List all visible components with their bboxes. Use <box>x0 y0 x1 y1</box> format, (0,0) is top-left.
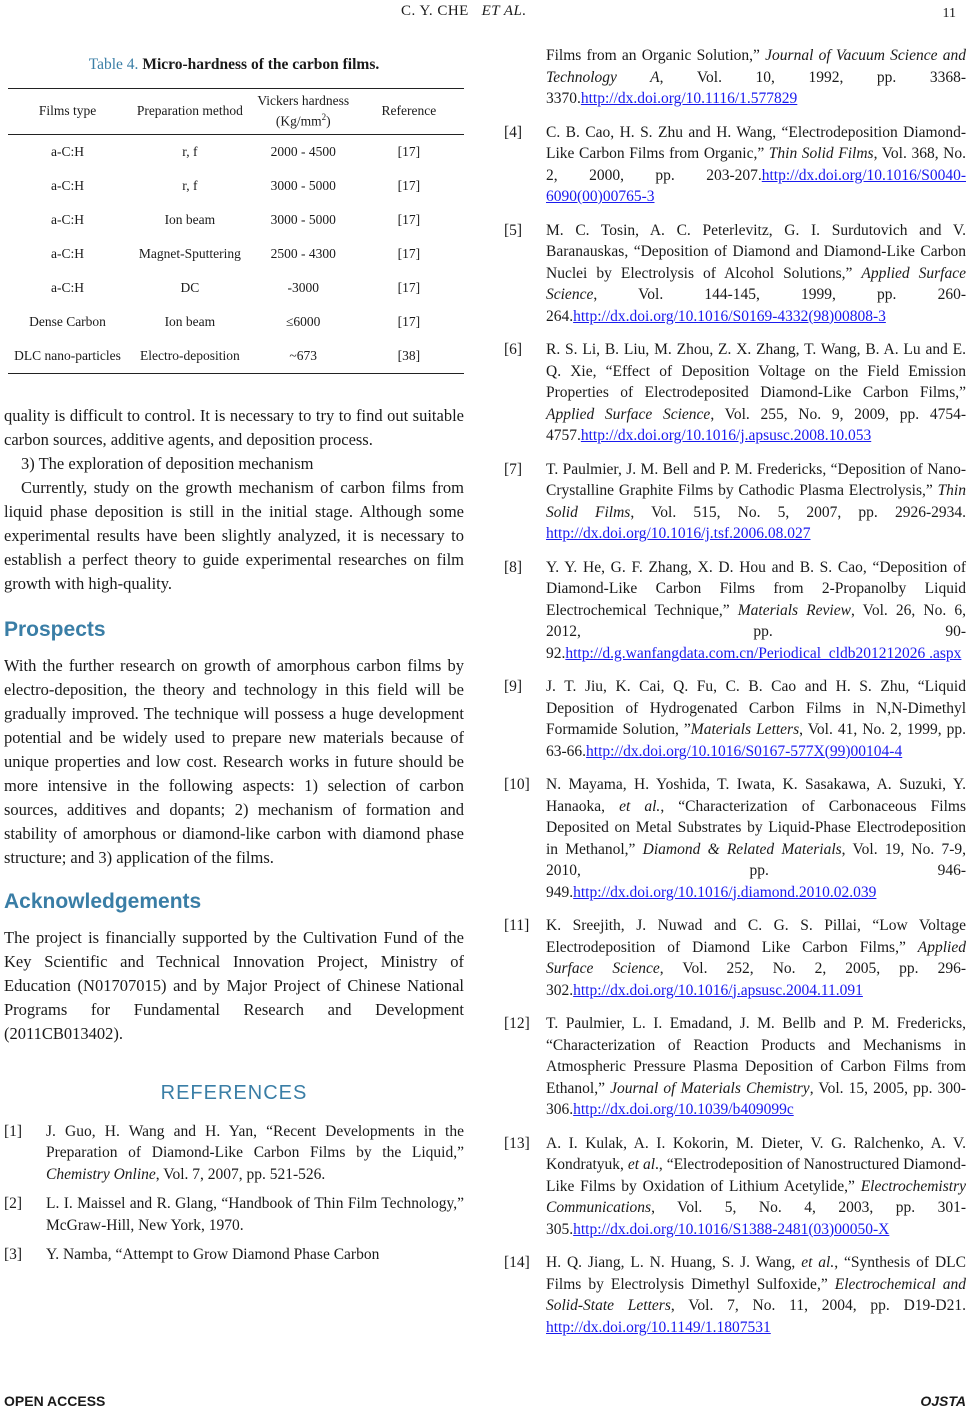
reference-entry <box>504 459 966 545</box>
reference-details: , Vol. 26, No. 6, 2012, pp. 90-92. <box>546 601 967 662</box>
reference-journal: Electrochemistry Communications <box>546 1177 966 1216</box>
reference-text <box>546 1133 966 1241</box>
reference-number: [11] <box>504 917 530 934</box>
reference-citation: R. S. Li, B. Liu, M. Zhou, Z. X. Zhang, T. Wang, B. A. Lu and E. Q. Xie, “Effect of Deposition Voltage on the Field Emission Properties of Electrodeposited Diamond-Like Carbon Films,” <box>546 341 966 401</box>
table-body <box>8 134 464 373</box>
table-cell: [17] <box>397 314 421 329</box>
reference-list-right <box>504 45 966 1338</box>
doi-link[interactable]: http://dx.doi.org/10.1016/S0040-6090(00)00765-3 <box>546 166 966 205</box>
reference-entry <box>4 1121 464 1186</box>
hardness-table <box>8 88 464 374</box>
table-cell: a-C:H <box>51 280 84 295</box>
table-cell: a-C:H <box>51 212 84 227</box>
table-cell: 2000 - 4500 <box>270 144 336 159</box>
hardness-unit-exponent: 2 <box>321 112 327 122</box>
reference-entry <box>504 676 966 762</box>
reference-citation: K. Sreejith, J. Nuwad and C. G. S. Pillai, “Low Voltage Electrodeposition of Diamond Like Carbon Films,” <box>546 917 966 956</box>
reference-text <box>46 1244 464 1266</box>
table-row <box>8 203 464 237</box>
reference-details: , Vol. 5, No. 4, 2003, pp. 301-305. <box>546 1199 966 1238</box>
reference-text <box>546 774 966 903</box>
reference-citation: N. Mayama, H. Yoshida, T. Iwata, K. Sasakawa, A. Suzuki, Y. Hanaoka, <box>546 776 966 815</box>
doi-link[interactable]: http://dx.doi.org/10.1016/j.tsf.2006.08.027 <box>546 525 811 542</box>
section-heading-prospects: Prospects <box>4 617 106 641</box>
paragraph: With the further research on growth of amorphous carbon films by electro-deposition, the theory and technology in this field will be gradually improved. The technique will possess a huge development potential and be widely used to prepare new materials because of unique properties and low cost. Research works in future should be more intensive in the following aspects: 1) selection of carbon sources, additives and dopants; 2) mechanism of formation and stability of amorphous or diamond-like carbon with diamond phase structure; and 3) application of the films. <box>4 655 464 867</box>
table-caption <box>4 56 464 74</box>
table-row <box>8 169 464 203</box>
table-cell: r, f <box>182 178 198 193</box>
reference-details: , Vol. 19, No. 7-9, 2010, pp. 946-949. <box>546 840 966 901</box>
table-cell: Dense Carbon <box>29 314 106 329</box>
reference-text <box>546 459 966 545</box>
reference-number: [10] <box>504 776 530 793</box>
table-cell: [38] <box>354 339 464 374</box>
reference-citation: Films from an Organic Solution,” <box>546 47 766 64</box>
reference-text <box>546 1252 966 1338</box>
doi-link[interactable]: http://d.g.wanfangdata.com.cn/Periodical_cldb201212026 .aspx <box>565 644 962 662</box>
reference-details: , Vol. 255, No. 9, 2009, pp. 4754-4757. <box>546 405 966 444</box>
paragraph: quality is difficult to control. It is necessary to try to find out suitable carbon sources, additive agents, and deposition process. <box>4 405 464 449</box>
table-cell: Ion beam <box>164 212 216 227</box>
reference-journal: Materials Review <box>737 601 851 619</box>
reference-citation: J. T. Jiu, K. Cai, Q. Fu, C. B. Cao and H. S. Zhu, “Liquid Deposition of Hydrogenated Carbon Films in N,N-Dimethyl Formamide Solution, ” <box>546 678 966 738</box>
reference-number: [13] <box>504 1134 530 1152</box>
reference-number: [9] <box>504 678 523 695</box>
reference-citation: H. Q. Jiang, L. N. Huang, S. J. Wang, <box>546 1254 802 1271</box>
reference-text <box>546 1013 966 1121</box>
reference-journal: Thin Solid Films <box>546 482 966 521</box>
column-header <box>253 89 354 135</box>
reference-entry <box>4 1193 464 1236</box>
table-cell: [17] <box>397 212 421 227</box>
table-cell: 3000 - 5000 <box>270 178 336 193</box>
reference-citation: T. Paulmier, J. M. Bell and P. M. Fredericks, “Deposition of Nano-Crystalline Graphite Films by Cathodic Plasma Electrolysis,” <box>546 460 966 499</box>
reference-citation: , “Synthesis of DLC Films by Electrolysis Dimethyl Sulfoxide,” <box>546 1254 966 1293</box>
table-cell: Magnet-Sputtering <box>138 246 241 261</box>
reference-citation: C. B. Cao, H. S. Zhu and H. Wang, “Electrodeposition Diamond-Like Carbon Films from Organic,” <box>546 123 966 162</box>
column-header: Films type <box>8 89 127 135</box>
header-author-name: C. Y. CHE <box>401 3 469 19</box>
subheading-deposition-mechanism: 3) The exploration of deposition mechanism <box>21 453 314 473</box>
table-cell: [17] <box>397 246 421 261</box>
reference-number: [14] <box>504 1254 530 1271</box>
table-row <box>8 271 464 305</box>
reference-details: , Vol. 144-145, 1999, pp. 260-264. <box>546 286 966 325</box>
table-cell: [17] <box>397 178 421 193</box>
table-cell: -3000 <box>287 280 319 295</box>
reference-text <box>546 45 966 110</box>
table-cell: ≤6000 <box>286 314 321 329</box>
table-header-row <box>8 89 464 135</box>
column-header-text: Vickers hardness <box>257 93 350 108</box>
doi-link[interactable]: http://dx.doi.org/10.1016/j.diamond.2010.02.039 <box>573 883 877 901</box>
reference-number <box>504 45 546 110</box>
doi-link[interactable]: http://dx.doi.org/10.1016/j.apsusc.2004.11.091 <box>573 981 863 999</box>
column-header: Preparation method <box>127 89 253 135</box>
reference-number: [12] <box>504 1015 530 1032</box>
reference-journal: Applied Surface Science <box>546 938 966 977</box>
doi-link[interactable]: http://dx.doi.org/10.1016/S1388-2481(03)00050-X <box>573 1220 890 1238</box>
reference-entry <box>504 1133 966 1241</box>
reference-journal: Thin Solid Films <box>768 145 874 162</box>
table-row <box>8 305 464 339</box>
column-header: Reference <box>354 89 464 135</box>
reference-et-al: et al <box>627 1156 656 1173</box>
reference-entry <box>504 122 966 208</box>
hardness-unit: (Kg/mm <box>275 113 322 129</box>
reference-et-al: et al. <box>619 797 661 815</box>
reference-journal: Journal of Vacuum Science and Technology A <box>546 47 966 86</box>
paragraph: The project is financially supported by the Cultivation Fund of the Key Scientific and Technical Innovation Project, Ministry of Education (N01707015) and by Major Project of Chinese National Programs for Fundamental Research and Development (2011CB013402). <box>4 927 464 1043</box>
hardness-unit-close: ) <box>326 113 331 129</box>
header-et-al: ET AL. <box>481 3 527 19</box>
page-footer <box>0 1393 970 1411</box>
running-header-authors <box>401 3 527 20</box>
reference-text <box>546 220 966 328</box>
reference-number: [3] <box>4 1246 23 1263</box>
reference-details: , Vol. 7, 2007, pp. 521-526. <box>155 1165 326 1183</box>
table-cell: 2500 - 4300 <box>270 246 336 261</box>
table-row <box>8 237 464 271</box>
reference-number: [8] <box>504 558 523 576</box>
reference-entry <box>4 1244 464 1266</box>
reference-details: , Vol. 515, No. 5, 2007, pp. 2926-2934. <box>630 503 966 521</box>
reference-number: [6] <box>504 341 523 358</box>
reference-entry <box>504 557 966 665</box>
reference-entry <box>504 339 966 447</box>
references-heading: REFERENCES <box>160 1081 308 1104</box>
table-row <box>8 134 464 169</box>
reference-text <box>546 122 966 208</box>
doi-link[interactable]: http://dx.doi.org/10.1116/1.577829 <box>580 90 798 107</box>
reference-citation: J. Guo, H. Wang and H. Yan, “Recent Developments in the Preparation of Diamond-Like Carbon Films by the Liquid,” <box>46 1122 464 1161</box>
section-heading-acknowledgements: Acknowledgements <box>4 889 202 913</box>
reference-citation: ., “Electrodeposition of Nanostructured Diamond-Like Films by Oxidation of Lithium Acetylide,” <box>546 1156 966 1195</box>
reference-text <box>46 1121 464 1186</box>
doi-link[interactable]: http://dx.doi.org/10.1016/j.apsusc.2008.10.053 <box>580 427 872 444</box>
reference-journal: Chemistry Online <box>46 1165 156 1183</box>
right-column <box>504 45 966 1350</box>
table-cell: DLC nano-particles <box>8 339 127 374</box>
reference-details: , Vol. 7, No. 11, 2004, pp. D19-D21. <box>670 1297 966 1314</box>
reference-citation: A. I. Kulak, A. I. Kokorin, M. Dieter, V. G. Ralchenko, A. V. Kondratyuk, <box>546 1134 966 1173</box>
table-cell: [17] <box>397 280 421 295</box>
table-row <box>8 339 464 374</box>
reference-text <box>546 339 966 447</box>
reference-text <box>46 1193 464 1236</box>
table-cell: a-C:H <box>51 246 84 261</box>
reference-citation: , “Characterization of Carbonaceous Films Deposited on Metal Substrates by Liquid-Phase Electrodeposition in Methanol,” <box>546 797 966 858</box>
table-cell: r, f <box>182 144 198 159</box>
reference-text <box>546 915 966 1001</box>
reference-journal: Diamond & Related Materials <box>642 840 842 858</box>
doi-link[interactable]: http://dx.doi.org/10.1016/S0169-4332(98)00808-3 <box>573 307 886 325</box>
reference-list-left <box>4 1121 464 1266</box>
reference-entry <box>504 220 966 328</box>
reference-citation: L. I. Maissel and R. Glang, “Handbook of Thin Film Technology,” McGraw-Hill, New York, 1970. <box>46 1195 464 1234</box>
reference-entry <box>504 45 966 110</box>
table-label: Table 4. <box>88 56 139 73</box>
reference-text <box>546 676 966 762</box>
footer-journal: OJSTA <box>920 1393 966 1409</box>
table-cell: [17] <box>397 144 421 159</box>
doi-link[interactable]: http://dx.doi.org/10.1016/S0167-577X(99)00104-4 <box>586 742 903 760</box>
reference-entry <box>504 774 966 903</box>
doi-link[interactable]: http://dx.doi.org/10.1149/1.1807531 <box>546 1318 771 1336</box>
table-cell: a-C:H <box>51 178 84 193</box>
paragraph: Currently, study on the growth mechanism of carbon films from liquid phase deposition is still in the initial stage. Although some experimental results have been slightly analyzed, it is necessary to establish a perfect theory to guide experimental researches on film growth with high-quality. <box>4 477 464 593</box>
reference-journal: Applied Surface Science <box>546 405 711 423</box>
reference-journal: Materials Letters <box>690 721 800 738</box>
reference-details: , Vol. 41, No. 2, 1999, pp. 63-66. <box>546 721 966 760</box>
table-cell: 3000 - 5000 <box>270 212 336 227</box>
reference-journal: Electrochemical and Solid-State Letters <box>546 1275 967 1314</box>
reference-details: , Vol. 368, No. 2, 2000, pp. 203-207. <box>546 145 966 184</box>
table-cell: ~673 <box>253 339 354 374</box>
reference-entry <box>504 1252 966 1338</box>
reference-number: [2] <box>4 1195 23 1212</box>
reference-citation: Y. Namba, “Attempt to Grow Diamond Phase Carbon <box>46 1246 380 1263</box>
reference-citation: M. C. Tosin, A. C. Peterlevitz, G. I. Surdutovich and V. Baranauskas, “Deposition of Diamond and Diamond-Like Carbon Nuclei by Electrolysis of Alcohol Solutions,” <box>546 221 966 282</box>
table-cell: DC <box>180 280 200 295</box>
table-cell: a-C:H <box>51 144 84 159</box>
reference-details: , Vol. 252, No. 2, 2005, pp. 296-302. <box>546 960 966 999</box>
reference-details: , Vol. 10, 1992, pp. 3368-3370. <box>546 68 966 107</box>
reference-entry <box>504 915 966 1001</box>
reference-number: [4] <box>504 123 523 141</box>
reference-citation: Y. Y. He, G. F. Zhang, X. D. Hou and B. S. Cao, “Deposition of Diamond-Like Carbon Films from 2-Propanolby Liquid Electrochemical Technique,” <box>546 558 966 619</box>
reference-number: [5] <box>504 221 523 239</box>
running-header <box>0 3 970 27</box>
reference-number: [7] <box>504 460 523 478</box>
reference-details: , Vol. 15, 2005, pp. 300-306. <box>546 1079 966 1118</box>
reference-citation: T. Paulmier, L. I. Emadand, J. M. Bellb and P. M. Fredericks, “Characterization of Reaction Products and Mechanisms in Atmospheric Pressure Plasma Deposition of Carbon Films from Ethanol,” <box>546 1015 966 1097</box>
left-column <box>4 50 464 1274</box>
doi-link[interactable]: http://dx.doi.org/10.1039/b409099c <box>573 1101 794 1118</box>
reference-journal: Journal of Materials Chemistry <box>610 1079 810 1097</box>
table-cell: Ion beam <box>164 314 216 329</box>
table-cell: Electro-deposition <box>127 339 253 374</box>
page-number: 11 <box>942 6 956 21</box>
reference-number: [1] <box>4 1122 23 1140</box>
reference-text <box>546 557 966 665</box>
reference-entry <box>504 1013 966 1121</box>
reference-journal: Applied Surface Science <box>546 264 966 303</box>
table-title: Micro-hardness of the carbon films. <box>142 56 380 73</box>
reference-et-al: et al. <box>801 1254 835 1271</box>
footer-open-access: OPEN ACCESS <box>4 1393 106 1409</box>
